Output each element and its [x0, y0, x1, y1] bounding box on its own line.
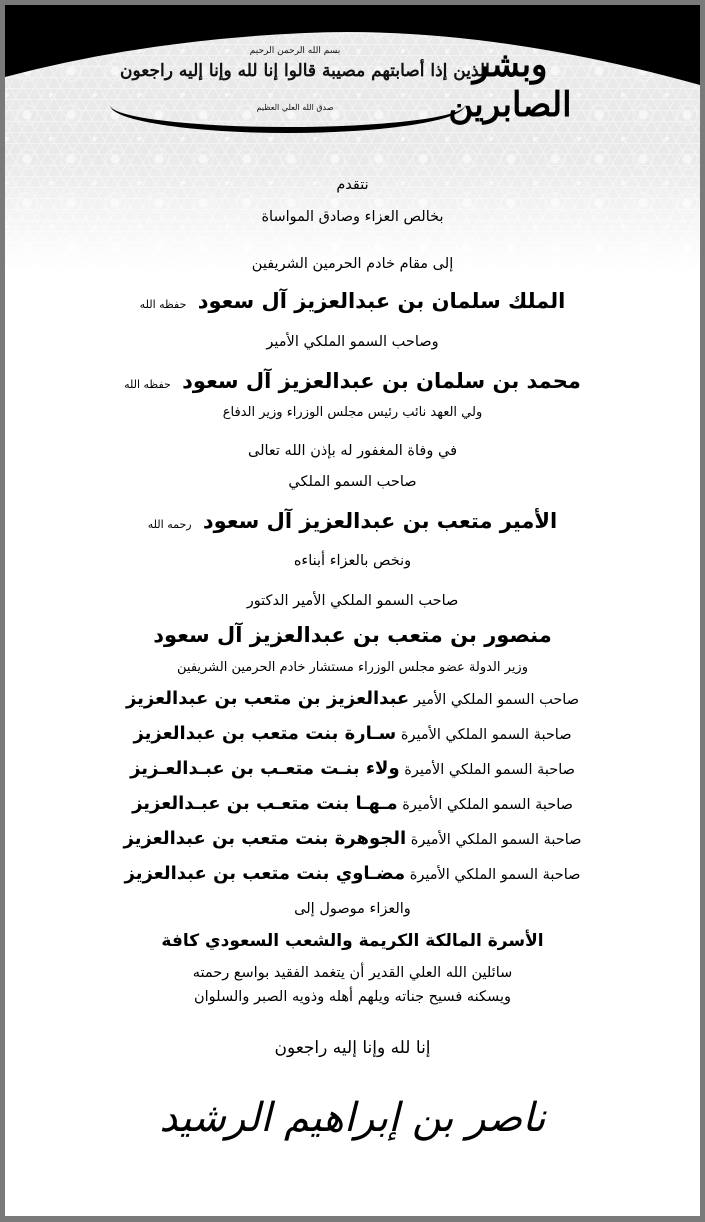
eldest-son-name: منصور بن متعب بن عبدالعزيز آل سعود	[153, 623, 552, 647]
crown-prince-title: ولي العهد نائب رئيس مجلس الوزراء وزير الدفاع	[222, 405, 483, 420]
header-calligraphy	[5, 5, 700, 155]
honorific: رحمه الله	[147, 518, 192, 531]
son-list-item	[5, 828, 700, 849]
honorific: حفظه الله	[139, 298, 187, 311]
son-title: صاحبة السمو الملكي الأميرة	[404, 762, 575, 778]
son-name: الجوهرة بنت متعب بن عبدالعزيز	[123, 828, 407, 849]
son-list-item	[5, 758, 700, 779]
son-list-item	[5, 723, 700, 744]
inna-lillah-calligraphy: إنا لله وإنا إليه راجعون	[274, 1038, 431, 1058]
prayer-line-1: سائلين الله العلي القدير أن يتغمد الفقيد بواسع رحمته	[192, 965, 513, 981]
royal-family-line: الأسرة المالكة الكريمة والشعب السعودي كافة	[161, 931, 544, 951]
condolence-line: بخالص العزاء وصادق المواساة	[261, 209, 444, 225]
son-name: سـارة بنت متعب بن عبدالعزيز	[133, 723, 397, 744]
eldest-son-title: صاحب السمو الملكي الأمير الدكتور	[246, 593, 459, 609]
extended-condolence-line: والعزاء موصول إلى	[294, 901, 411, 917]
title-line: وصاحب السمو الملكي الأمير	[266, 334, 439, 350]
deceased-name: الأمير متعب بن عبدالعزيز آل سعود	[202, 509, 558, 533]
king-name-line	[5, 289, 700, 313]
deceased-title-line: صاحب السمو الملكي	[288, 474, 417, 490]
basmala-text: بسم الله الرحمن الرحيم	[249, 46, 341, 56]
quran-verse-text: الذين إذا أصابتهم مصيبة قالوا إنا لله وإنا إليه راجعون	[120, 61, 490, 81]
son-title: صاحبة السمو الملكي الأميرة	[400, 727, 572, 743]
addressee-line: إلى مقام خادم الحرمين الشريفين	[251, 256, 454, 272]
son-name: ولاء بنـت متعـب بن عبـدالعـزيز	[130, 758, 400, 779]
sons-intro-line: ونخص بالعزاء أبناءه	[293, 553, 412, 569]
signature-calligraphy: ناصر بن إبراهيم الرشيد	[159, 1095, 546, 1141]
intro-line: نتقدم	[336, 177, 369, 193]
son-name: عبدالعزيز بن متعب بن عبدالعزيز	[125, 688, 410, 709]
wabashir-calligraphy: وبشر الصابرين	[448, 45, 572, 125]
crown-prince-name-line	[5, 369, 700, 393]
prayer-line-2: ويسكنه فسيح جناته ويلهم أهله وذويه الصبر والسلوان	[193, 989, 511, 1005]
son-list-item	[5, 688, 700, 709]
son-name: مـهـا بنت متعـب بن عبـدالعزيز	[132, 793, 398, 814]
son-title: صاحبة السمو الملكي الأميرة	[409, 867, 581, 883]
condolence-page	[5, 5, 700, 1216]
eldest-son-position: وزير الدولة عضو مجلس الوزراء مستشار خادم الحرمين الشريفين	[177, 660, 528, 675]
king-name: الملك سلمان بن عبدالعزيز آل سعود	[197, 289, 566, 313]
son-title: صاحبة السمو الملكي الأميرة	[410, 832, 582, 848]
deceased-name-line	[5, 509, 700, 533]
sadaq-allah-text: صدق الله العلي العظيم	[256, 103, 334, 112]
son-list-item	[5, 793, 700, 814]
son-title: صاحبة السمو الملكي الأميرة	[402, 797, 573, 813]
son-list-item	[5, 863, 700, 884]
deceased-intro-line: في وفاة المغفور له بإذن الله تعالى	[248, 443, 457, 459]
crown-prince-name: محمد بن سلمان بن عبدالعزيز آل سعود	[182, 369, 581, 393]
honorific: حفظه الله	[124, 378, 171, 391]
son-name: مضـاوي بنت متعب بن عبدالعزيز	[124, 863, 406, 884]
calligraphy-swoosh	[110, 105, 465, 133]
son-title: صاحب السمو الملكي الأمير	[413, 692, 580, 708]
